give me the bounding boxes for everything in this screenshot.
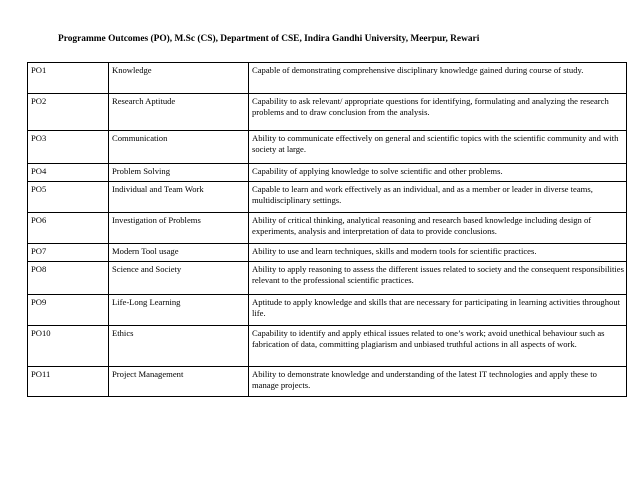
table-row <box>28 182 627 213</box>
po-description: Ability to communicate effectively on general and scientific topics with the scientific community and with society at large. <box>249 131 627 164</box>
page-title: Programme Outcomes (PO), M.Sc (CS), Department of CSE, Indira Gandhi University, Meerpur, Rewari <box>58 34 480 44</box>
po-name: Ethics <box>109 326 249 367</box>
table-row <box>28 131 627 164</box>
po-name: Investigation of Problems <box>109 213 249 244</box>
table-row <box>28 262 627 295</box>
po-code: PO11 <box>28 367 109 397</box>
po-description: Capability of applying knowledge to solve scientific and other problems. <box>249 164 627 182</box>
po-description: Ability to apply reasoning to assess the different issues related to society and the consequent responsibilities relevant to the professional scientific practices. <box>249 262 627 295</box>
po-name: Individual and Team Work <box>109 182 249 213</box>
po-code: PO5 <box>28 182 109 213</box>
po-code: PO2 <box>28 94 109 131</box>
po-code: PO4 <box>28 164 109 182</box>
po-name: Life-Long Learning <box>109 295 249 326</box>
po-description: Capable to learn and work effectively as an individual, and as a member or leader in diverse teams, multidisciplinary settings. <box>249 182 627 213</box>
po-code: PO7 <box>28 244 109 262</box>
programme-outcomes-table <box>27 62 627 397</box>
po-name: Modern Tool usage <box>109 244 249 262</box>
po-code: PO10 <box>28 326 109 367</box>
po-description: Capability to identify and apply ethical issues related to one’s work; avoid unethical behaviour such as fabrication of data, committing plagiarism and unbiased truthful actions in all aspects of work. <box>249 326 627 367</box>
po-name: Science and Society <box>109 262 249 295</box>
table-row <box>28 164 627 182</box>
table-row <box>28 244 627 262</box>
po-description: Aptitude to apply knowledge and skills that are necessary for participating in learning activities throughout life. <box>249 295 627 326</box>
po-code: PO6 <box>28 213 109 244</box>
po-name: Project Management <box>109 367 249 397</box>
table-row <box>28 94 627 131</box>
table-row <box>28 213 627 244</box>
po-code: PO3 <box>28 131 109 164</box>
po-description: Ability to use and learn techniques, skills and modern tools for scientific practices. <box>249 244 627 262</box>
po-description: Capable of demonstrating comprehensive disciplinary knowledge gained during course of study. <box>249 63 627 94</box>
po-name: Communication <box>109 131 249 164</box>
po-name: Problem Solving <box>109 164 249 182</box>
table-row <box>28 326 627 367</box>
po-description: Ability of critical thinking, analytical reasoning and research based knowledge including design of experiments, analysis and interpretation of data to provide conclusions. <box>249 213 627 244</box>
table-row <box>28 367 627 397</box>
po-name: Research Aptitude <box>109 94 249 131</box>
po-description: Capability to ask relevant/ appropriate questions for identifying, formulating and analyzing the research problems and to draw conclusion from the analysis. <box>249 94 627 131</box>
po-code: PO9 <box>28 295 109 326</box>
po-name: Knowledge <box>109 63 249 94</box>
table-row <box>28 63 627 94</box>
po-code: PO1 <box>28 63 109 94</box>
po-description: Ability to demonstrate knowledge and understanding of the latest IT technologies and apply these to manage projects. <box>249 367 627 397</box>
table-row <box>28 295 627 326</box>
po-code: PO8 <box>28 262 109 295</box>
